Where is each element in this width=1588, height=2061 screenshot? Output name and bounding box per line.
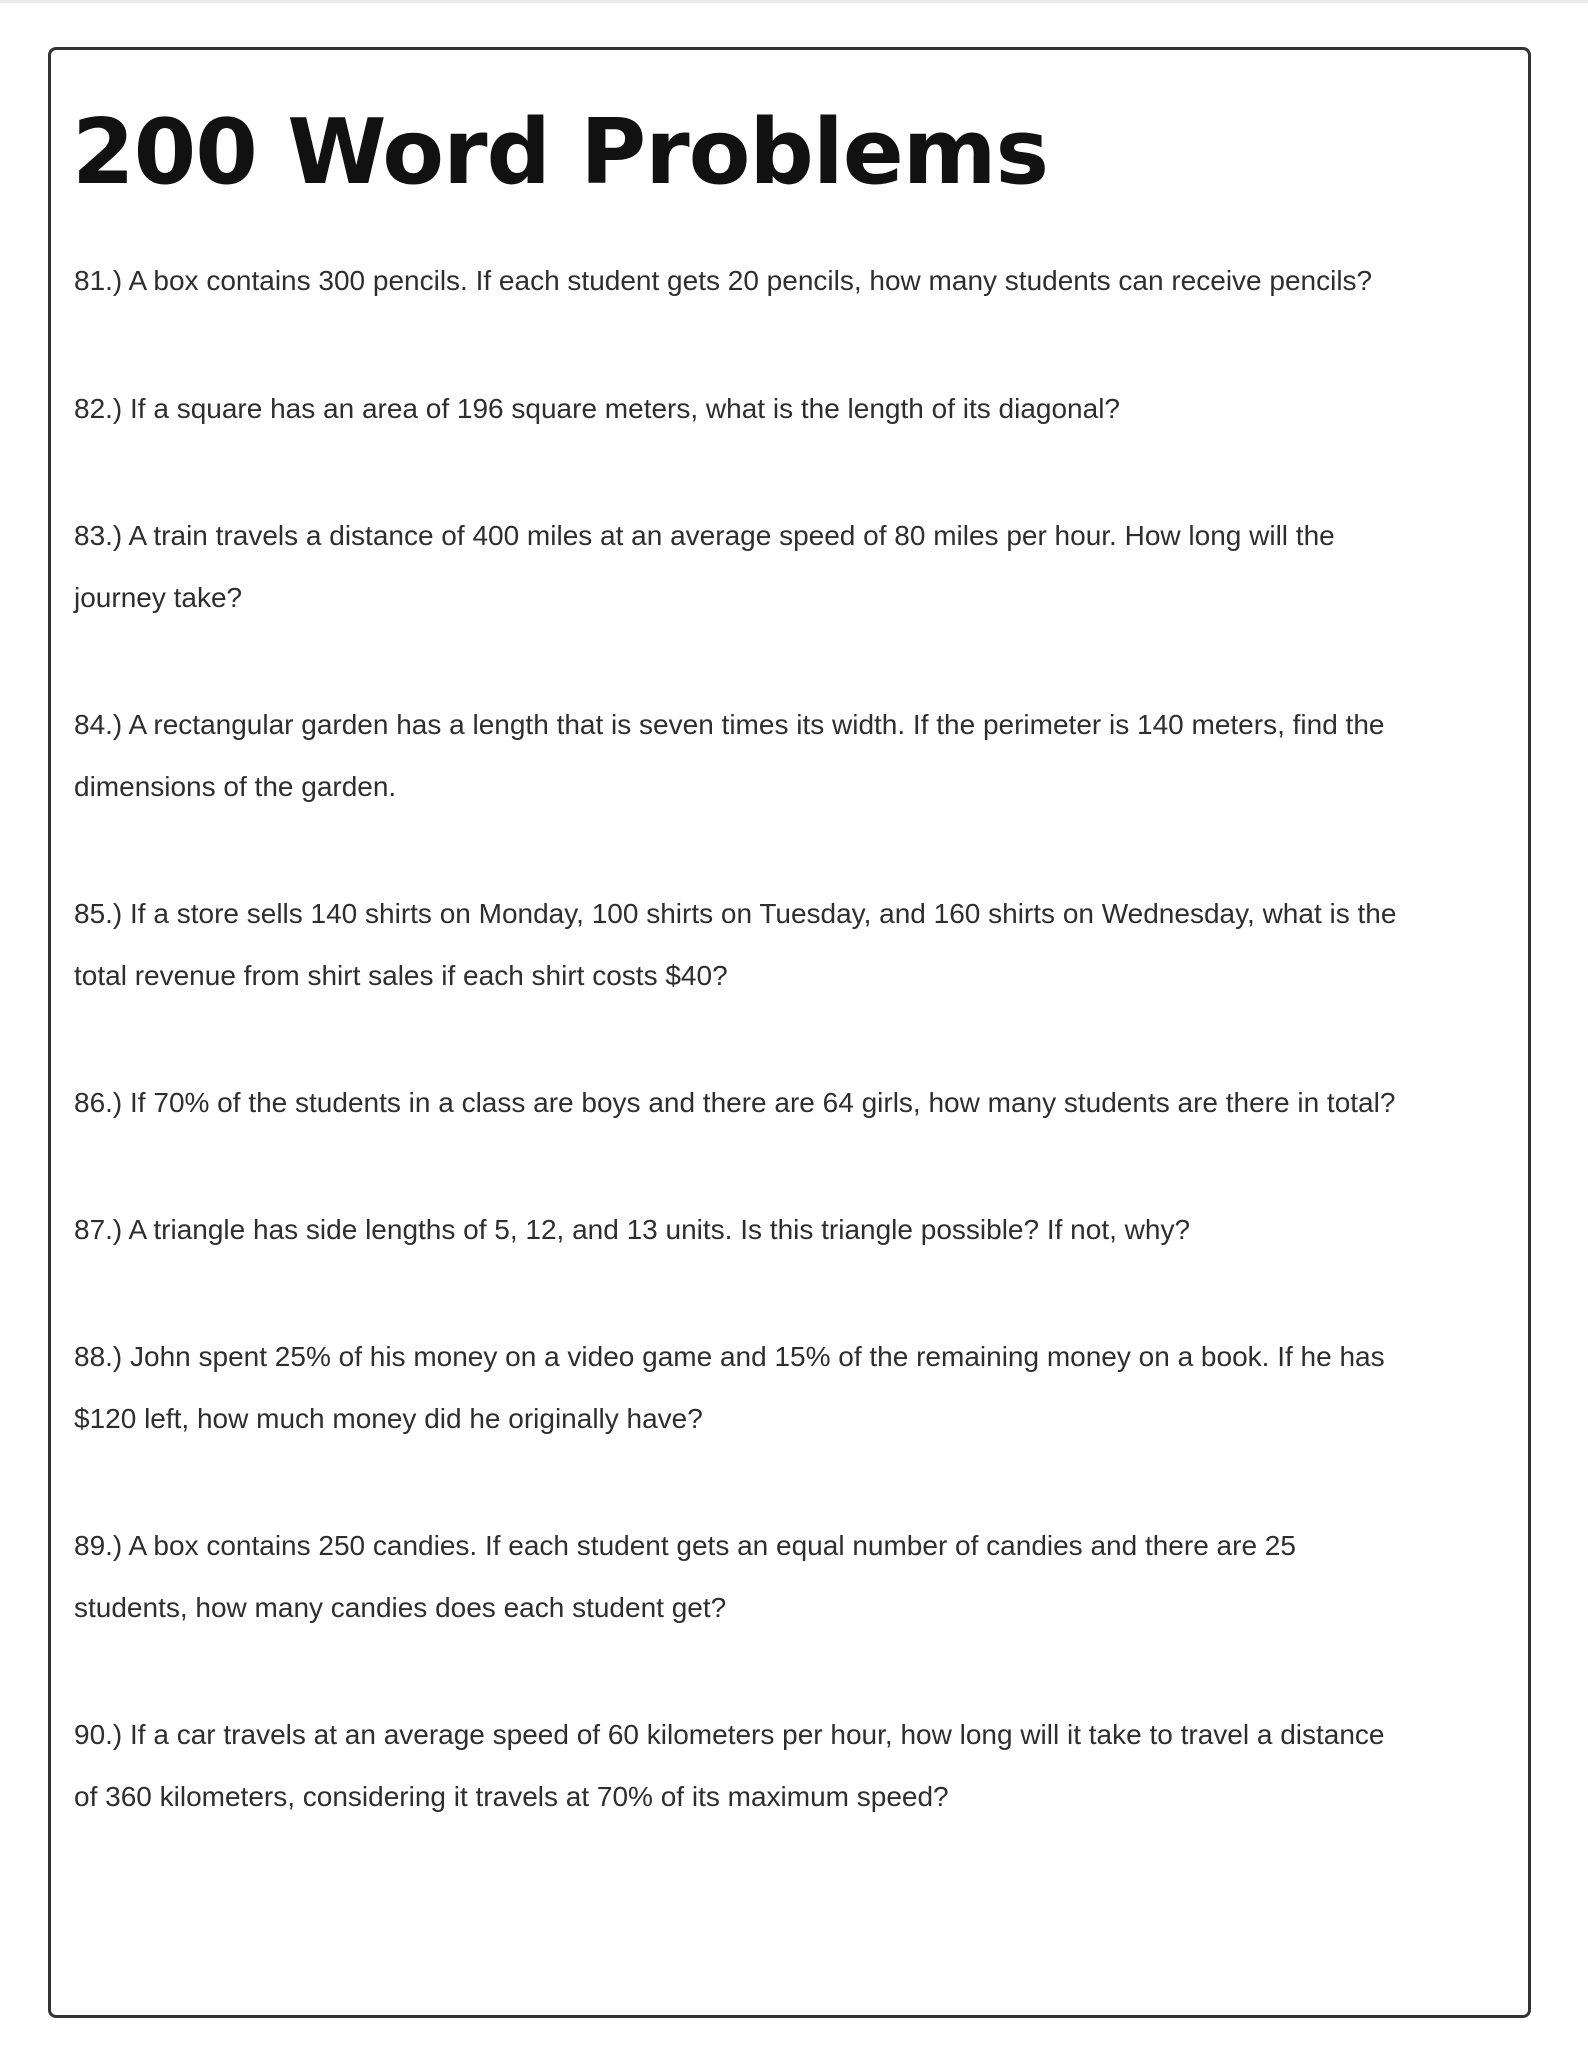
- problem-item-89: 89.) A box contains 250 candies. If each student gets an equal number of candies and there are 25 students, how many candies does each student get?: [74, 1530, 1296, 1623]
- problem-item-87: 87.) A triangle has side lengths of 5, 12, and 13 units. Is this triangle possible? If not, why?: [74, 1214, 1191, 1245]
- problem-item-84: 84.) A rectangular garden has a length that is seven times its width. If the perimeter is 140 meters, find the dimensions of the garden.: [74, 709, 1385, 802]
- problem-item-85: 85.) If a store sells 140 shirts on Monday, 100 shirts on Tuesday, and 160 shirts on Wednesday, what is the total revenue from shirt sales if each shirt costs $40?: [74, 898, 1397, 991]
- page-title: 200 Word Problems: [72, 100, 1049, 205]
- top-divider: [0, 0, 1588, 3]
- problem-item-82: 82.) If a square has an area of 196 square meters, what is the length of its diagonal?: [74, 393, 1120, 424]
- problem-item-88: 88.) John spent 25% of his money on a video game and 15% of the remaining money on a book. If he has $120 left, how much money did he originally have?: [74, 1341, 1385, 1434]
- problem-item-83: 83.) A train travels a distance of 400 miles at an average speed of 80 miles per hour. How long will the journey take?: [74, 520, 1335, 613]
- problem-list: [74, 250, 1414, 1893]
- problem-item-90: 90.) If a car travels at an average speed of 60 kilometers per hour, how long will it take to travel a distance of 360 kilometers, considering it travels at 70% of its maximum speed?: [74, 1719, 1385, 1812]
- problem-item-81: 81.) A box contains 300 pencils. If each student gets 20 pencils, how many students can receive pencils?: [74, 265, 1373, 296]
- problem-item-86: 86.) If 70% of the students in a class are boys and there are 64 girls, how many students are there in total?: [74, 1087, 1396, 1118]
